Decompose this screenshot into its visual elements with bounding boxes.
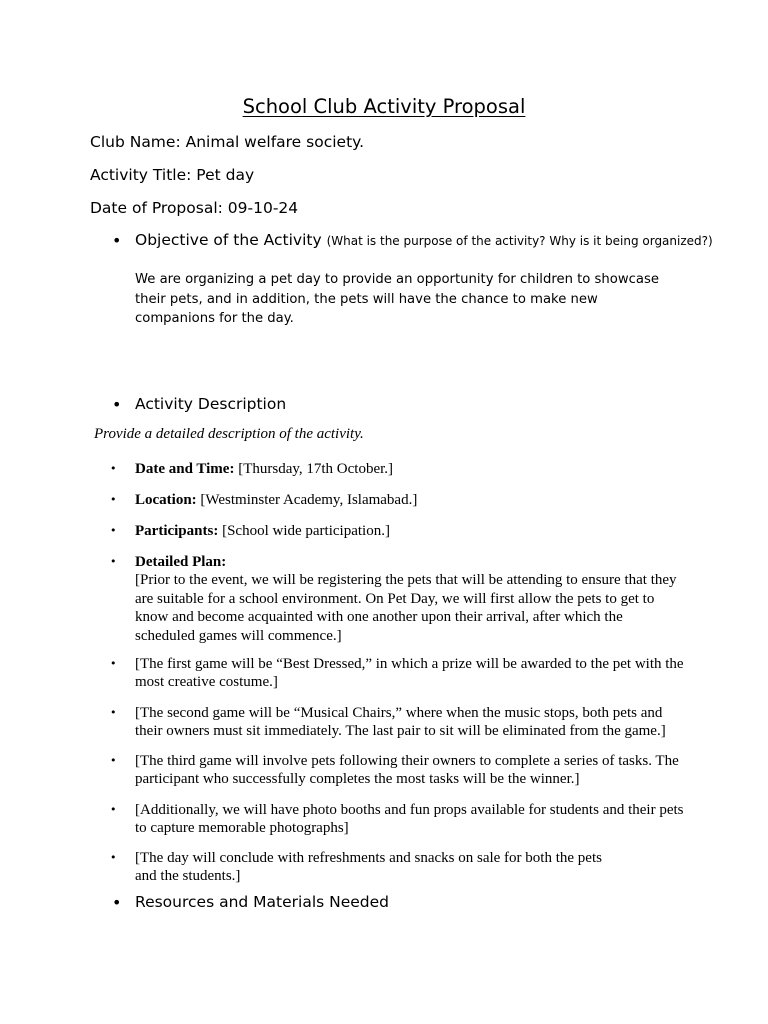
plan-list-item: [The third game will involve pets following their owners to complete a series of tasks. The participant who successfully completes the most tasks will be the winner.] <box>135 753 679 788</box>
date-label: Date of Proposal: <box>90 199 223 217</box>
plan-list-item: [The second game will be “Musical Chairs,” where when the music stops, both pets and their owners must sit immediately. The last pair to sit will be eliminated from the game.] <box>135 705 666 740</box>
bullet-icon: • <box>110 493 117 506</box>
plan-list-item: [Additionally, we will have photo booths and fun props available for students and their pets to capture memorable photographs] <box>135 802 684 837</box>
activity-title-line <box>90 166 254 184</box>
objective-heading <box>135 231 713 249</box>
activity-description-heading: Activity Description <box>135 395 287 413</box>
activity-description-intro: Provide a detailed description of the activity. <box>94 426 364 442</box>
date-line <box>90 199 298 217</box>
date-time-item <box>135 460 685 478</box>
club-name-line <box>90 133 364 151</box>
resources-heading: Resources and Materials Needed <box>135 893 390 911</box>
activity-title-label: Activity Title: <box>90 166 192 184</box>
date-time-value: [Thursday, 17th October.] <box>238 461 394 477</box>
bullet-icon: • <box>110 803 117 816</box>
bullet-icon: • <box>110 851 117 864</box>
bullet-icon: • <box>110 754 117 767</box>
participants-label: Participants: <box>135 523 219 539</box>
document-title: School Club Activity Proposal <box>242 95 526 118</box>
plan-list-item: [The first game will be “Best Dressed,” in which a prize will be awarded to the pet with the most creative costume.] <box>135 656 684 691</box>
bullet-icon: • <box>110 555 117 568</box>
bullet-icon: • <box>110 657 117 670</box>
bullet-icon: • <box>112 893 122 912</box>
location-label: Location: <box>135 492 197 508</box>
location-item <box>135 491 685 509</box>
activity-title-value: Pet day <box>196 166 255 184</box>
participants-item <box>135 522 685 540</box>
location-value: [Westminster Academy, Islamabad.] <box>200 492 418 508</box>
objective-paragraph: We are organizing a pet day to provide an opportunity for children to showcase their pets, and in addition, the pets will have the chance to make new companions for the day. <box>135 272 659 326</box>
detailed-plan-text: [Prior to the event, we will be registering the pets that will be attending to ensure that they are suitable for a school environment. On Pet Day, we will first allow the pets to get to know and become acquainted with one another upon their arrival, after which the scheduled games will commence.] <box>135 572 677 644</box>
detailed-plan-label: Detailed Plan: <box>135 554 227 570</box>
date-time-label: Date and Time: <box>135 461 235 477</box>
detailed-plan-item <box>135 553 685 645</box>
bullet-icon: • <box>112 395 122 414</box>
participants-value: [School wide participation.] <box>222 523 390 539</box>
objective-heading-text: Objective of the Activity <box>135 231 322 249</box>
bullet-icon: • <box>110 462 117 475</box>
date-value: 09-10-24 <box>227 199 299 217</box>
plan-list-item: [The day will conclude with refreshments and snacks on sale for both the pets and the students.] <box>135 850 602 885</box>
bullet-icon: • <box>110 524 117 537</box>
bullet-icon: • <box>112 231 122 250</box>
objective-note: (What is the purpose of the activity? Why is it being organized?) <box>326 234 713 248</box>
club-name-value: Animal welfare society. <box>185 133 365 151</box>
club-name-label: Club Name: <box>90 133 181 151</box>
bullet-icon: • <box>110 706 117 719</box>
